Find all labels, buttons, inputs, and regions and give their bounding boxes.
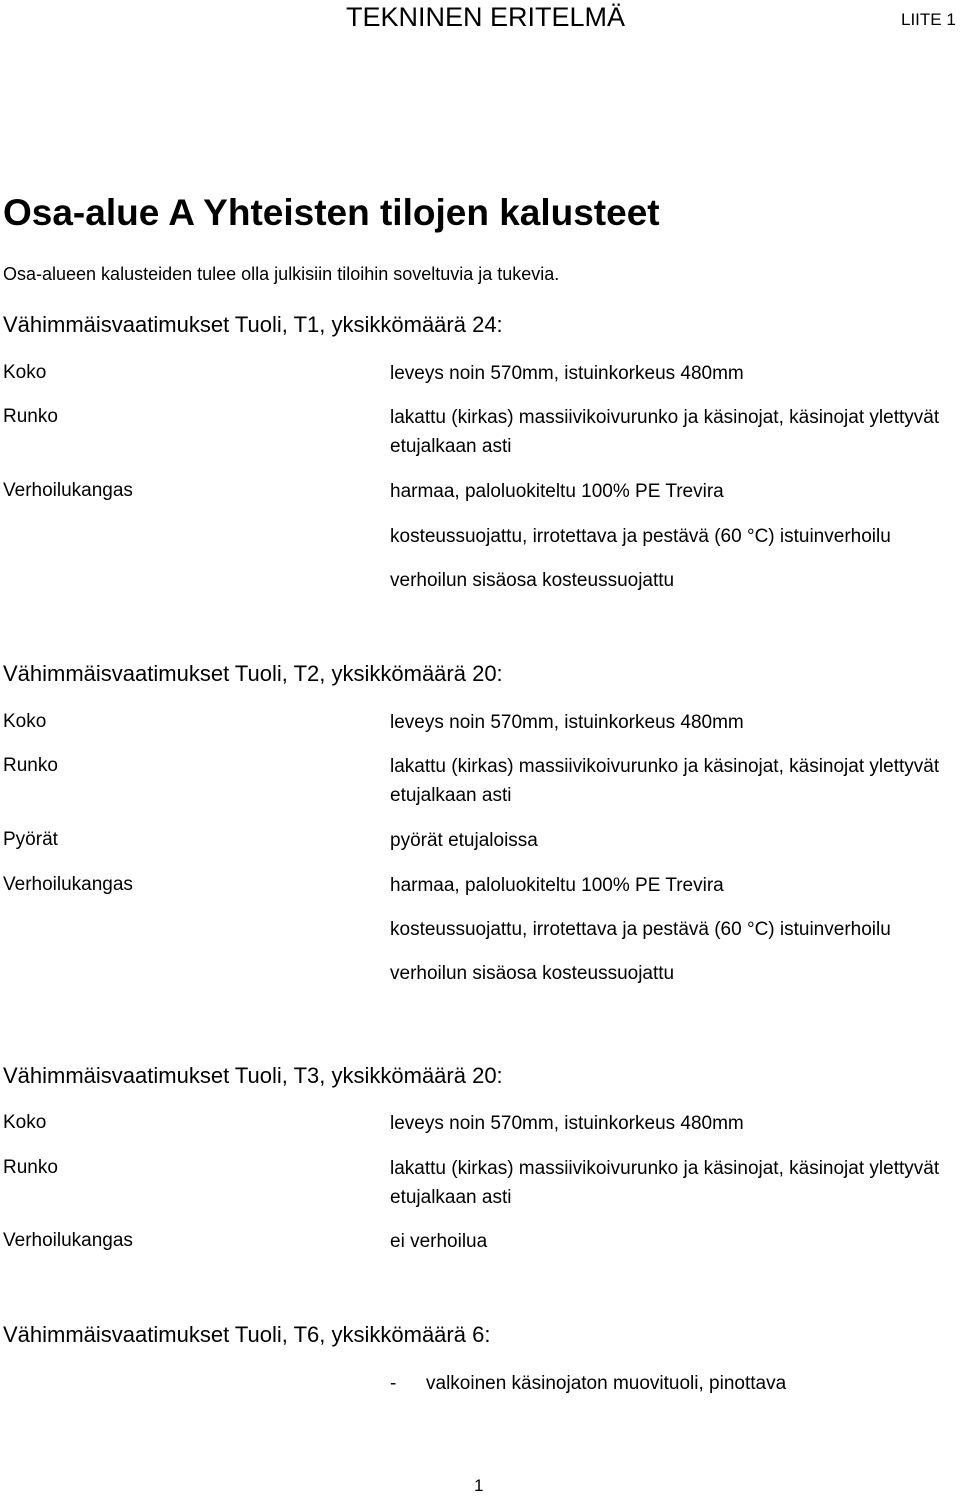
spec-label: Runko [3,406,58,427]
spec-label: Verhoilukangas [3,874,133,895]
section-title-t3: Vähimmäisvaatimukset Tuoli, T3, yksikkömäärä 20: [3,1063,503,1088]
spec-value: lakattu (kirkas) massiivikoivurunko ja käsinojat, käsinojat ylettyvät etujalkaan asti [390,1158,940,1208]
spec-extra: kosteussuojattu, irrotettava ja pestävä (60 °C) istuinverhoilu [390,919,891,940]
page-number: 1 [474,1476,484,1495]
spec-value: harmaa, paloluokiteltu 100% PE Trevira [390,481,724,502]
spec-value: lakattu (kirkas) massiivikoivurunko ja käsinojat, käsinojat ylettyvät etujalkaan asti [390,407,940,457]
intro-text: Osa-alueen kalusteiden tulee olla julkisiin tiloihin soveltuvia ja tukevia. [3,264,560,284]
spec-label: Runko [3,1157,58,1178]
spec-value: lakattu (kirkas) massiivikoivurunko ja käsinojat, käsinojat ylettyvät etujalkaan asti [390,756,940,806]
document-title: TEKNINEN ERITELMÄ [346,2,626,32]
spec-label: Verhoilukangas [3,480,133,501]
page-heading: Osa-alue A Yhteisten tilojen kalusteet [3,192,660,233]
spec-value: harmaa, paloluokiteltu 100% PE Trevira [390,875,724,896]
spec-extra: kosteussuojattu, irrotettava ja pestävä (60 °C) istuinverhoilu [390,526,891,547]
list-item: valkoinen käsinojaton muovituoli, pinottava [426,1373,787,1394]
spec-label: Koko [3,362,47,383]
spec-extra: verhoilun sisäosa kosteussuojattu [390,570,675,591]
attachment-label: LIITE 1 [901,10,956,29]
list-bullet: - [390,1373,397,1394]
spec-value: leveys noin 570mm, istuinkorkeus 480mm [390,363,744,384]
section-title-t6: Vähimmäisvaatimukset Tuoli, T6, yksikkömäärä 6: [3,1322,491,1347]
spec-label: Runko [3,755,58,776]
section-title-t2: Vähimmäisvaatimukset Tuoli, T2, yksikkömäärä 20: [3,661,503,686]
spec-value: pyörät etujaloissa [390,830,538,851]
spec-value: ei verhoilua [390,1231,488,1252]
spec-value: leveys noin 570mm, istuinkorkeus 480mm [390,712,744,733]
section-title-t1: Vähimmäisvaatimukset Tuoli, T1, yksikkömäärä 24: [3,312,503,337]
spec-label: Koko [3,1112,47,1133]
spec-label: Koko [3,711,47,732]
spec-label: Verhoilukangas [3,1230,133,1251]
spec-label: Pyörät [3,829,58,850]
spec-value: leveys noin 570mm, istuinkorkeus 480mm [390,1113,744,1134]
spec-extra: verhoilun sisäosa kosteussuojattu [390,963,675,984]
